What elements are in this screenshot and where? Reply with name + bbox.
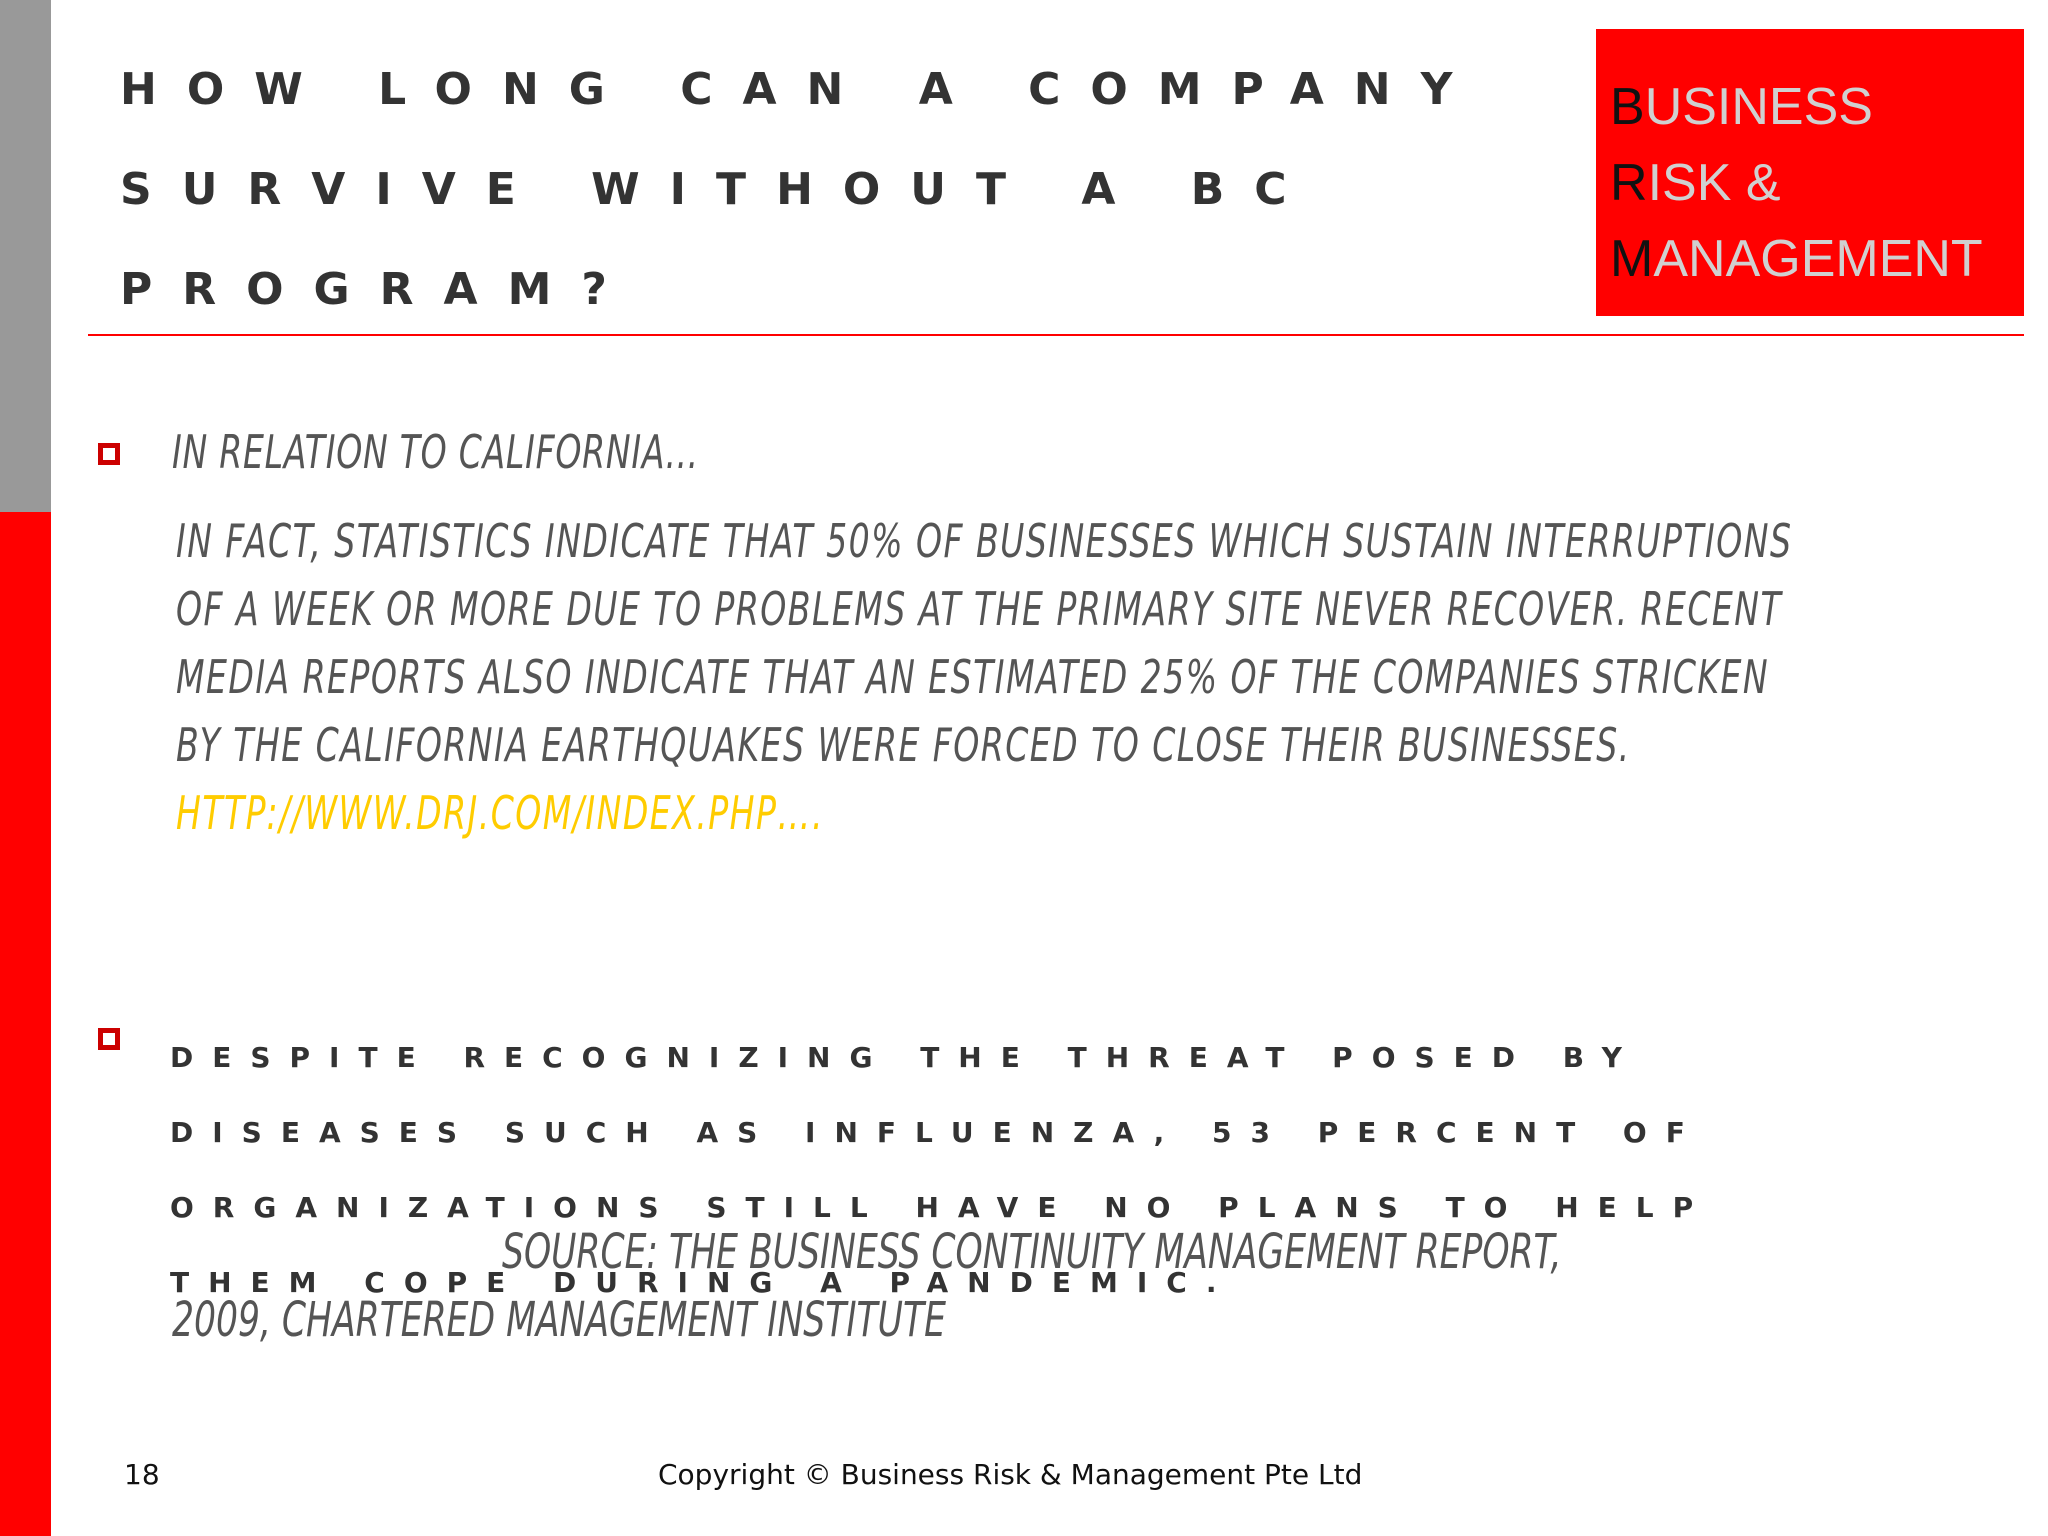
title-line-2: SURVIVE WITHOUT A BC <box>120 164 1317 215</box>
logo-line-2: RISK & <box>1610 154 1781 212</box>
logo-line-1: BUSINESS <box>1610 78 1873 136</box>
bullet2-text: DESPITE RECOGNIZING THE THREAT POSED BY DISEASES SUCH AS INFLUENZA, 53 PERCENT OF ORGANIZATIONS STILL HAVE NO PLANS TO HELP THEM COPE DURING A PANDEMIC. <box>170 1041 1713 1299</box>
sidebar-gray-band <box>0 0 51 512</box>
title-line-3: PROGRAM? <box>120 264 637 315</box>
bullet1-body <box>176 507 1796 847</box>
slide-number: 18 <box>124 1458 160 1491</box>
bullet2-source-line-1: SOURCE: THE BUSINESS CONTINUITY MANAGEMENT REPORT, <box>502 1224 1562 1280</box>
bullet-square-icon <box>98 1028 120 1050</box>
sidebar-red-band <box>0 512 51 1536</box>
bullet-square-icon <box>98 443 120 465</box>
copyright-notice: Copyright © Business Risk & Management Pte Ltd <box>658 1458 1363 1491</box>
bullet1-text: IN FACT, STATISTICS INDICATE THAT 50% OF BUSINESSES WHICH SUSTAIN INTERRUPTIONS OF A WEEK OR MORE DUE TO PROBLEMS AT THE PRIMARY SITE NEVER RECOVER. RECENT MEDIA REPORTS ALSO INDICATE THAT AN ESTIMATED 25% OF THE COMPANIES STRICKEN BY THE CALIFORNIA EARTHQUAKES WERE FORCED TO CLOSE THEIR BUSINESSES. <box>176 514 1793 772</box>
company-logo <box>1596 29 2024 316</box>
slide-title <box>120 40 1520 340</box>
bullet2-source-line-2: 2009, CHARTERED MANAGEMENT INSTITUTE <box>172 1292 946 1348</box>
title-divider <box>88 334 2024 336</box>
logo-line-3: MANAGEMENT <box>1610 230 1983 288</box>
title-line-1: HOW LONG CAN A COMPANY <box>120 64 1483 115</box>
bullet1-heading: IN RELATION TO CALIFORNIA… <box>172 425 700 479</box>
bullet1-link[interactable]: HTTP://WWW.DRJ.COM/INDEX.PHP…. <box>176 786 824 840</box>
